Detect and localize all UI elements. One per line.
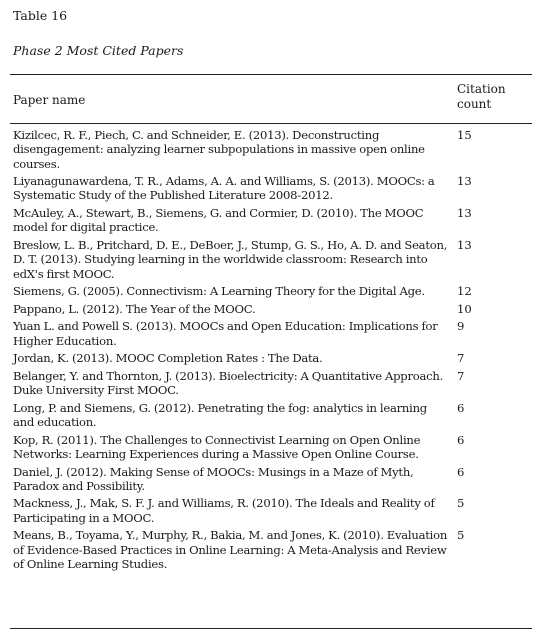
count-cell: 6 xyxy=(457,432,465,447)
paper-cell: Belanger, Y. and Thornton, J. (2013). Bioelectricity: A Quantitative Approach. Duke University First MOOC. xyxy=(13,368,444,398)
table-title: Phase 2 Most Cited Papers xyxy=(13,43,184,58)
paper-cell: Daniel, J. (2012). Making Sense of MOOCs: Musings in a Maze of Myth, Paradox and Possibility. xyxy=(13,464,414,493)
table-row xyxy=(10,496,532,525)
table-row xyxy=(10,351,532,365)
paper-cell: Long, P. and Siemens, G. (2012). Penetrating the fog: analytics in learning and education. xyxy=(13,400,427,430)
table-row xyxy=(10,433,532,462)
count-cell: 7 xyxy=(457,368,465,383)
table-row xyxy=(10,401,532,430)
paper-cell: Kop, R. (2011). The Challenges to Connectivist Learning on Open Online Networks: Learning Experiences during a Massive Open Online Course. xyxy=(13,432,421,461)
count-cell: 13 xyxy=(457,237,472,252)
header-citation-count: Citation count xyxy=(457,82,506,111)
count-cell: 10 xyxy=(457,301,472,316)
table-top-rule xyxy=(10,74,532,75)
header-paper-name: Paper name xyxy=(13,93,86,107)
count-cell: 7 xyxy=(457,351,465,366)
paper-cell: Pappano, L. (2012). The Year of the MOOC. xyxy=(13,301,256,316)
paper-cell: Liyanagunawardena, T. R., Adams, A. A. and Williams, S. (2013). MOOCs: a Systematic Study of the Published Literature 2008-2012. xyxy=(13,174,435,203)
table-row xyxy=(10,465,532,494)
table-row xyxy=(10,174,532,203)
table-row xyxy=(10,302,532,316)
paper-cell: Yuan L. and Powell S. (2013). MOOCs and Open Education: Implications for Higher Education. xyxy=(13,319,438,348)
table-body xyxy=(10,128,532,574)
table-row xyxy=(10,238,532,281)
table-row xyxy=(10,319,532,348)
table-header-rule xyxy=(10,123,532,124)
paper-cell: Jordan, K. (2013). MOOC Completion Rates : The Data. xyxy=(13,351,323,366)
table-row xyxy=(10,128,532,171)
count-cell: 13 xyxy=(457,206,472,221)
count-cell: 13 xyxy=(457,174,472,189)
count-cell: 5 xyxy=(457,528,465,543)
paper-cell: Siemens, G. (2005). Connectivism: A Learning Theory for the Digital Age. xyxy=(13,284,425,299)
paper-cell: Kizilcec, R. F., Piech, C. and Schneider, E. (2013). Deconstructing disengagement: analyzing learner subpopulations in massive open online courses. xyxy=(13,128,425,171)
paper-cell: Means, B., Toyama, Y., Murphy, R., Bakia, M. and Jones, K. (2010). Evaluation of Evidence-Based Practices in Online Learning: A Meta-Analysis and Review of Online Learning Studies. xyxy=(13,528,448,571)
paper-cell: Mackness, J., Mak, S. F. J. and Williams, R. (2010). The Ideals and Reality of Participating in a MOOC. xyxy=(13,496,435,525)
count-cell: 15 xyxy=(457,128,472,142)
table-number: Table 16 xyxy=(13,8,68,23)
paper-cell: McAuley, A., Stewart, B., Siemens, G. and Cormier, D. (2010). The MOOC model for digital practice. xyxy=(13,206,424,235)
count-cell: 6 xyxy=(457,400,465,415)
count-cell: 5 xyxy=(457,496,465,511)
table-figure xyxy=(10,8,532,571)
count-cell: 12 xyxy=(457,284,472,299)
table-bottom-rule xyxy=(10,628,532,629)
count-cell: 9 xyxy=(457,319,465,334)
table-row xyxy=(10,284,532,298)
paper-cell: Breslow, L. B., Pritchard, D. E., DeBoer, J., Stump, G. S., Ho, A. D. and Seaton, D. T. (2013). Studying learning in the worldwide classroom: Research into edX's first MOOC. xyxy=(13,237,448,281)
table-row xyxy=(10,369,532,398)
table-header-row xyxy=(10,80,532,122)
count-cell: 6 xyxy=(457,464,465,479)
table-row xyxy=(10,528,532,571)
table-row xyxy=(10,206,532,235)
